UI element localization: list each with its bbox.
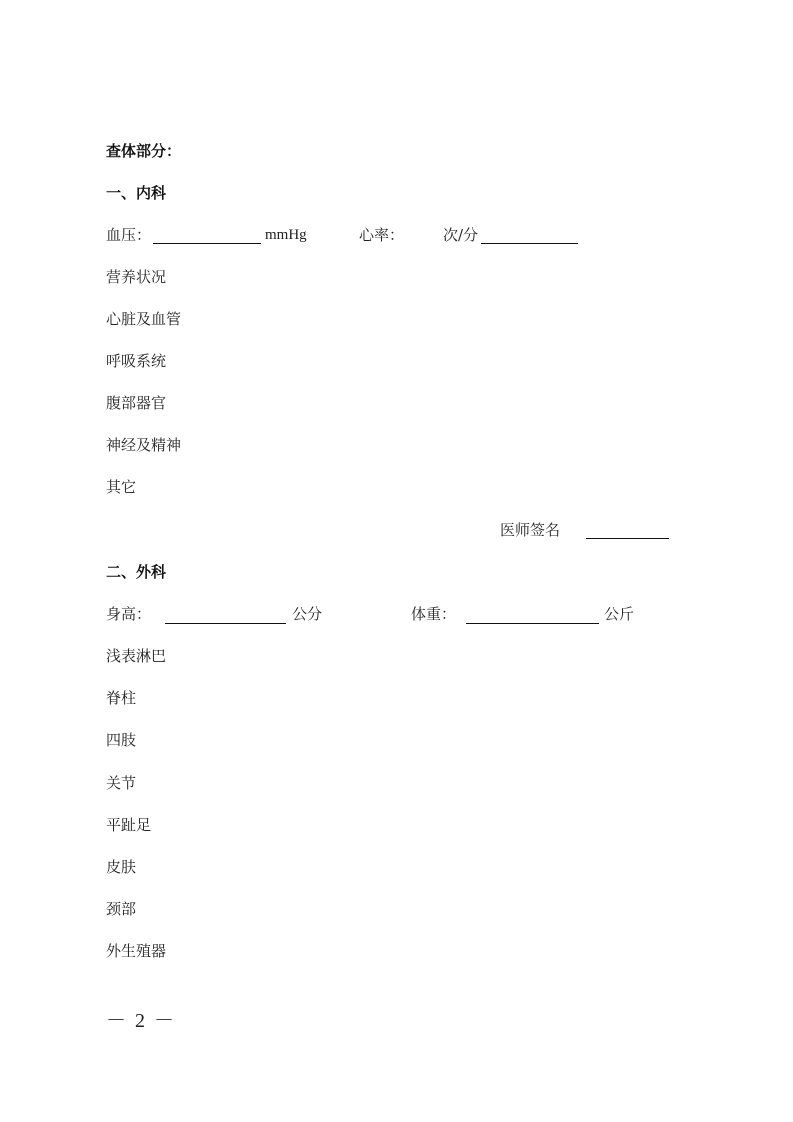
internal-heading: 一、内科 bbox=[106, 184, 167, 202]
internal-item-other: 其它 bbox=[106, 478, 137, 496]
surgery-item-neck: 颈部 bbox=[106, 900, 137, 918]
internal-item-abdominal: 腹部器官 bbox=[106, 394, 167, 412]
bp-label: 血压： bbox=[106, 226, 152, 244]
signature-field[interactable] bbox=[586, 538, 669, 539]
hr-label: 心率： bbox=[359, 226, 405, 244]
height-label: 身高： bbox=[106, 605, 152, 623]
page-number: － 2 － bbox=[106, 1010, 176, 1032]
internal-item-neuro: 神经及精神 bbox=[106, 436, 182, 454]
weight-unit: 公斤 bbox=[604, 605, 635, 623]
surgery-item-genitals: 外生殖器 bbox=[106, 942, 167, 960]
surgery-item-joints: 关节 bbox=[106, 774, 137, 792]
internal-item-heart: 心脏及血管 bbox=[106, 310, 182, 328]
internal-item-nutrition: 营养状况 bbox=[106, 268, 167, 286]
surgery-item-skin: 皮肤 bbox=[106, 858, 137, 876]
weight-field[interactable] bbox=[466, 623, 599, 624]
surgery-item-spine: 脊柱 bbox=[106, 689, 137, 707]
hr-unit: 次/分 bbox=[443, 226, 479, 244]
height-field[interactable] bbox=[165, 623, 286, 624]
surgery-item-lymph: 浅表淋巴 bbox=[106, 647, 167, 665]
surgery-item-flatfoot: 平趾足 bbox=[106, 816, 152, 834]
signature-label: 医师签名 bbox=[500, 521, 561, 539]
weight-label: 体重： bbox=[411, 605, 457, 623]
bp-unit: mmHg bbox=[265, 227, 307, 243]
hr-field[interactable] bbox=[481, 243, 578, 244]
section-title: 查体部分： bbox=[106, 142, 182, 160]
internal-item-respiratory: 呼吸系统 bbox=[106, 352, 167, 370]
bp-field[interactable] bbox=[153, 243, 261, 244]
height-unit: 公分 bbox=[292, 605, 323, 623]
surgery-item-limbs: 四肢 bbox=[106, 731, 137, 749]
surgery-heading: 二、外科 bbox=[106, 563, 167, 581]
